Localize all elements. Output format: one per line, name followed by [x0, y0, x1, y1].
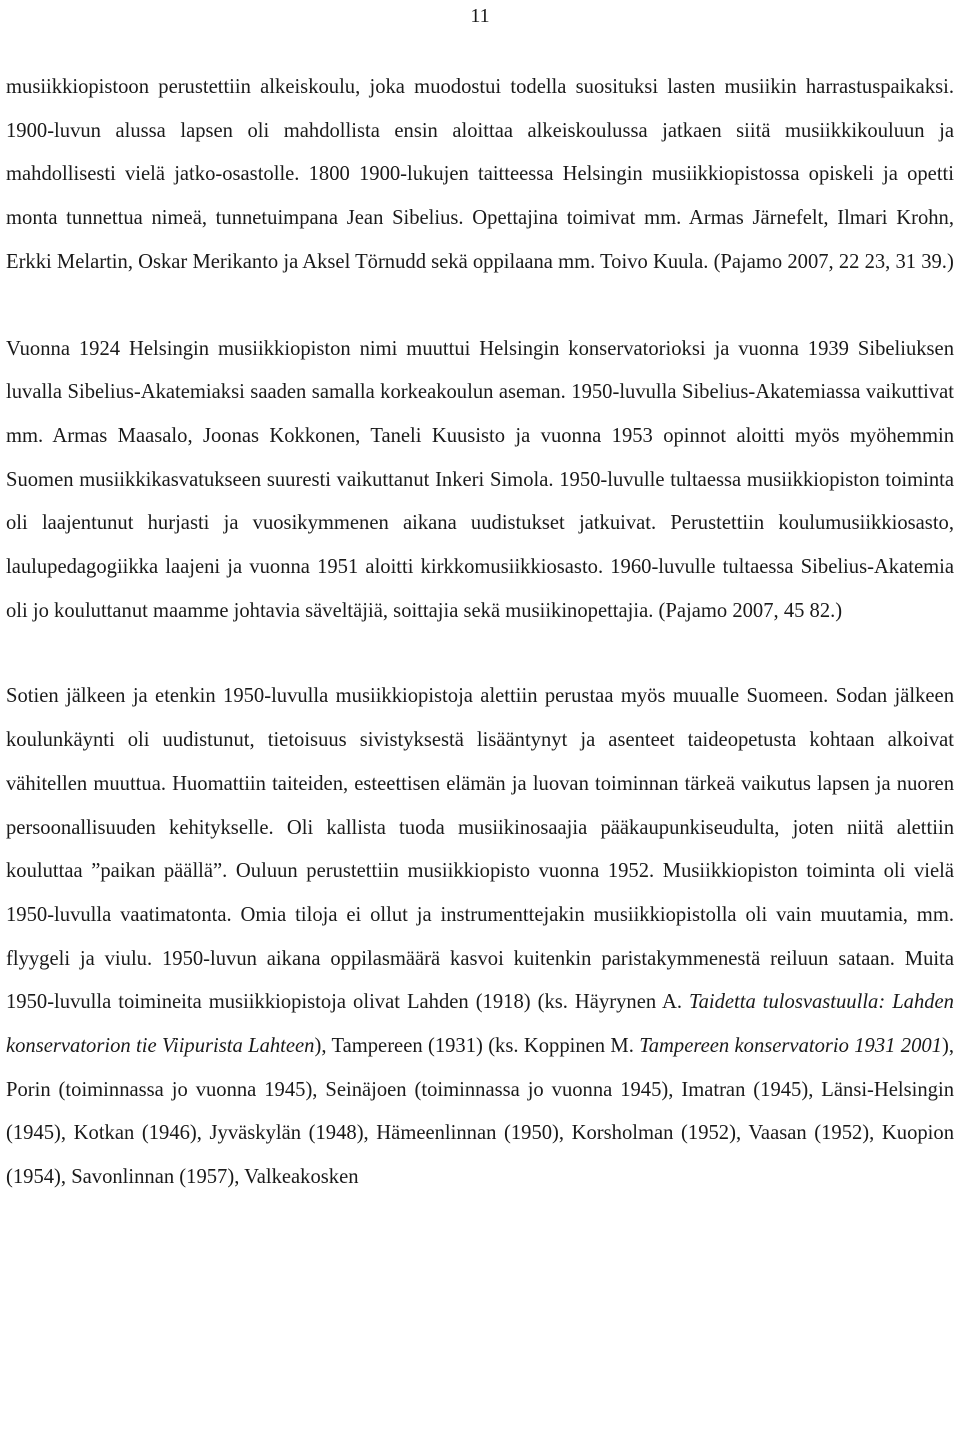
paragraph-regional-music-schools	[6, 675, 954, 1199]
paragraph-conservatory-history: Vuonna 1924 Helsingin musiikkiopiston nimi muuttui Helsingin konservatorioksi ja vuonna 1939 Sibeliuksen luvalla Sibelius-Akatemiaksi saaden samalla korkeakoulun aseman. 1950-luvulla Sibelius-Akatemiassa vaikuttivat mm. Armas Maasalo, Joonas Kokkonen, Taneli Kuusisto ja vuonna 1953 opinnot aloitti myös myöhemmin Suomen musiikkikasvatukseen suuresti vaikuttanut Inkeri Simola. 1950-luvulle tultaessa musiikkiopiston toiminta oli laajentunut hurjasti ja vuosikymmenen aikana uudistukset jatkuivat. Perustettiin koulumusiikkiosasto, laulupedagogiikka laajeni ja vuonna 1951 aloitti kirkkomusiikkiosasto. 1960-luvulle tultaessa Sibelius-Akatemia oli jo kouluttanut maamme johtavia säveltäjiä, soittajia sekä musiikinopettajia. (Pajamo 2007, 45 82.)	[6, 337, 954, 622]
page-number: 11	[470, 5, 490, 27]
book-title-tampere: Tampereen konservatorio 1931 2001	[639, 1035, 942, 1058]
paragraph-text-part: ), Tampereen (1931) (ks. Koppinen M.	[314, 1035, 640, 1058]
paragraph-text-part: ), Porin (toiminnassa jo vuonna 1945), Seinäjoen (toiminnassa jo vuonna 1945), Imatran (1945), Länsi-Helsingin (1945), Kotkan (1946), Jyväskylän (1948), Hämeenlinnan (1950), Korsholman (1952), Vaasan (1952), Kuopion (1954), Savonlinnan (1957), Valkeakosken	[6, 1035, 954, 1189]
paragraph-text-part: Sotien jälkeen ja etenkin 1950-luvulla musiikkiopistoja alettiin perustaa myös muualle Suomeen. Sodan jälkeen koulunkäynti oli uudistunut, tietoisuus sivistyksestä lisääntynyt ja asenteet taideopetusta kohtaan alkoivat vähitellen muuttua. Huomattiin taiteiden, esteettisen elämän ja luovan toiminnan tärkeä vaikutus lapsen ja nuoren persoonallisuuden kehitykselle. Oli kallista tuoda musiikinosaajia pääkaupunkiseudulta, joten niitä alettiin kouluttaa ”paikan päällä”. Ouluun perustettiin musiikkiopisto vuonna 1952. Musiikkiopiston toiminta oli vielä 1950-luvulla vaatimatonta. Omia tiloja ei ollut ja instrumenttejakin musiikkiopistolla oli vain muutamia, mm. flyygeli ja viulu. 1950-luvun aikana oppilasmäärä kasvoi kuitenkin paristakymmenestä reiluun sataan. Muita 1950-luvulla toimineita musiikkiopistoja olivat Lahden (1918) (ks. Häyrynen A.	[6, 685, 954, 1014]
paragraph-sibelius-academy-origins: musiikkiopistoon perustettiin alkeiskoulu, joka muodostui todella suosituksi lasten musiikin harrastuspaikaksi. 1900-luvun alussa lapsen oli mahdollista ensin aloittaa alkeiskoulussa jatkaen siitä musiikkikouluun ja mahdollisesti vielä jatko-osastolle. 1800 1900-lukujen taitteessa Helsingin musiikkiopistossa opiskeli ja opetti monta tunnettua nimeä, tunnetuimpana Jean Sibelius. Opettajina toimivat mm. Armas Järnefelt, Ilmari Krohn, Erkki Melartin, Oskar Merikanto ja Aksel Törnudd sekä oppilaana mm. Toivo Kuula. (Pajamo 2007, 22 23, 31 39.)	[6, 76, 954, 273]
document-body	[6, 66, 954, 1200]
book-title-lahti: Taidetta tulosvastuulla: Lahden konservatorion tie Viipurista Lahteen	[6, 991, 954, 1058]
